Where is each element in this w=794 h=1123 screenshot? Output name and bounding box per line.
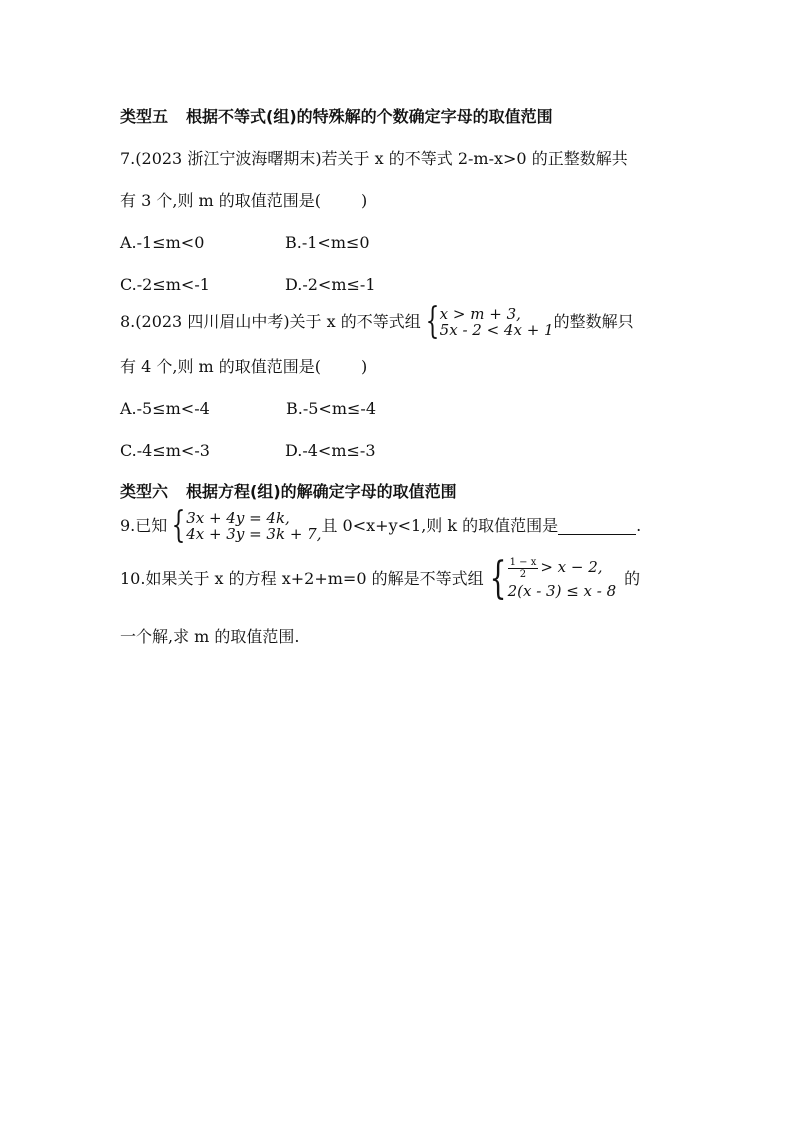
section-five-heading: [120, 106, 553, 128]
q10-suffix: 的: [624, 568, 641, 588]
q9-prefix: 9.已知: [120, 516, 168, 535]
section-six-heading: [120, 481, 457, 503]
q7-option-c[interactable]: C.-2≤m<-1: [120, 275, 210, 294]
q10-inequality-2: 2(x - 3) ≤ x - 8: [507, 581, 617, 600]
q8-inequality-1: x > m + 3,: [439, 305, 521, 323]
q8-inequality-system: [440, 306, 554, 338]
q8-option-b[interactable]: B.-5<m≤-4: [286, 399, 376, 418]
section-six-title: 根据方程(组)的解确定字母的取值范围: [186, 482, 457, 501]
q7-stem-line1: 7.(2023 浙江宁波海曙期末)若关于 x 的不等式 2-m-x>0 的正整数解共: [120, 149, 628, 168]
q10-inequality-1: [508, 556, 617, 580]
section-six-label: 类型六: [120, 482, 169, 501]
q7-option-a[interactable]: A.-1≤m<0: [120, 233, 205, 252]
q8-stem-text: 有 4 个,则 m 的取值范围是(: [120, 357, 322, 376]
q8-suffix: 的整数解只: [553, 312, 634, 331]
q8-stem-line1: [120, 301, 634, 342]
q8-prefix: 8.(2023 四川眉山中考)关于 x 的不等式组: [120, 312, 421, 331]
q8-brace-icon: {: [425, 301, 440, 342]
q10-fraction-denominator: 2: [519, 568, 527, 580]
q7-stem-line2: [120, 190, 367, 212]
q7-stem-text: 有 3 个,则 m 的取值范围是(: [120, 191, 322, 210]
q9-suffix: 且 0<x+y<1,则 k 的取值范围是: [321, 516, 559, 535]
q9-end: .: [636, 516, 642, 535]
section-five-title: 根据不等式(组)的特殊解的个数确定字母的取值范围: [186, 107, 553, 126]
q10-brace-icon: {: [489, 552, 506, 604]
q9-equation-system: [186, 510, 321, 542]
q9-equation-2: 4x + 3y = 3k + 7,: [186, 525, 322, 543]
q9-brace-icon: {: [171, 505, 186, 546]
q7-close-paren: ): [361, 191, 368, 210]
q10-inequality-system: [508, 556, 617, 602]
q9-stem: [120, 505, 642, 546]
q10-fraction-numerator: 1 − x: [509, 556, 537, 568]
q10-prefix: 10.如果关于 x 的方程 x+2+m=0 的解是不等式组: [120, 568, 484, 588]
q8-close-paren: ): [361, 357, 368, 376]
q8-stem-line2: [120, 356, 367, 378]
q10-stem-line2: 一个解,求 m 的取值范围.: [120, 627, 300, 646]
q9-equation-1: 3x + 4y = 4k,: [186, 509, 290, 527]
q9-answer-blank[interactable]: [558, 518, 636, 535]
q8-option-c[interactable]: C.-4≤m<-3: [120, 441, 210, 460]
q8-option-d[interactable]: D.-4<m≤-3: [285, 441, 376, 460]
q10-fraction: [508, 557, 539, 580]
section-five-label: 类型五: [120, 107, 169, 126]
q8-option-a[interactable]: A.-5≤m<-4: [120, 399, 210, 418]
q7-option-b[interactable]: B.-1<m≤0: [285, 233, 370, 252]
q8-inequality-2: 5x - 2 < 4x + 1: [439, 321, 554, 339]
q10-inequality-1-rest: > x − 2,: [540, 558, 603, 576]
q10-stem-line1: [120, 552, 641, 604]
q7-option-d[interactable]: D.-2<m≤-1: [285, 275, 376, 294]
